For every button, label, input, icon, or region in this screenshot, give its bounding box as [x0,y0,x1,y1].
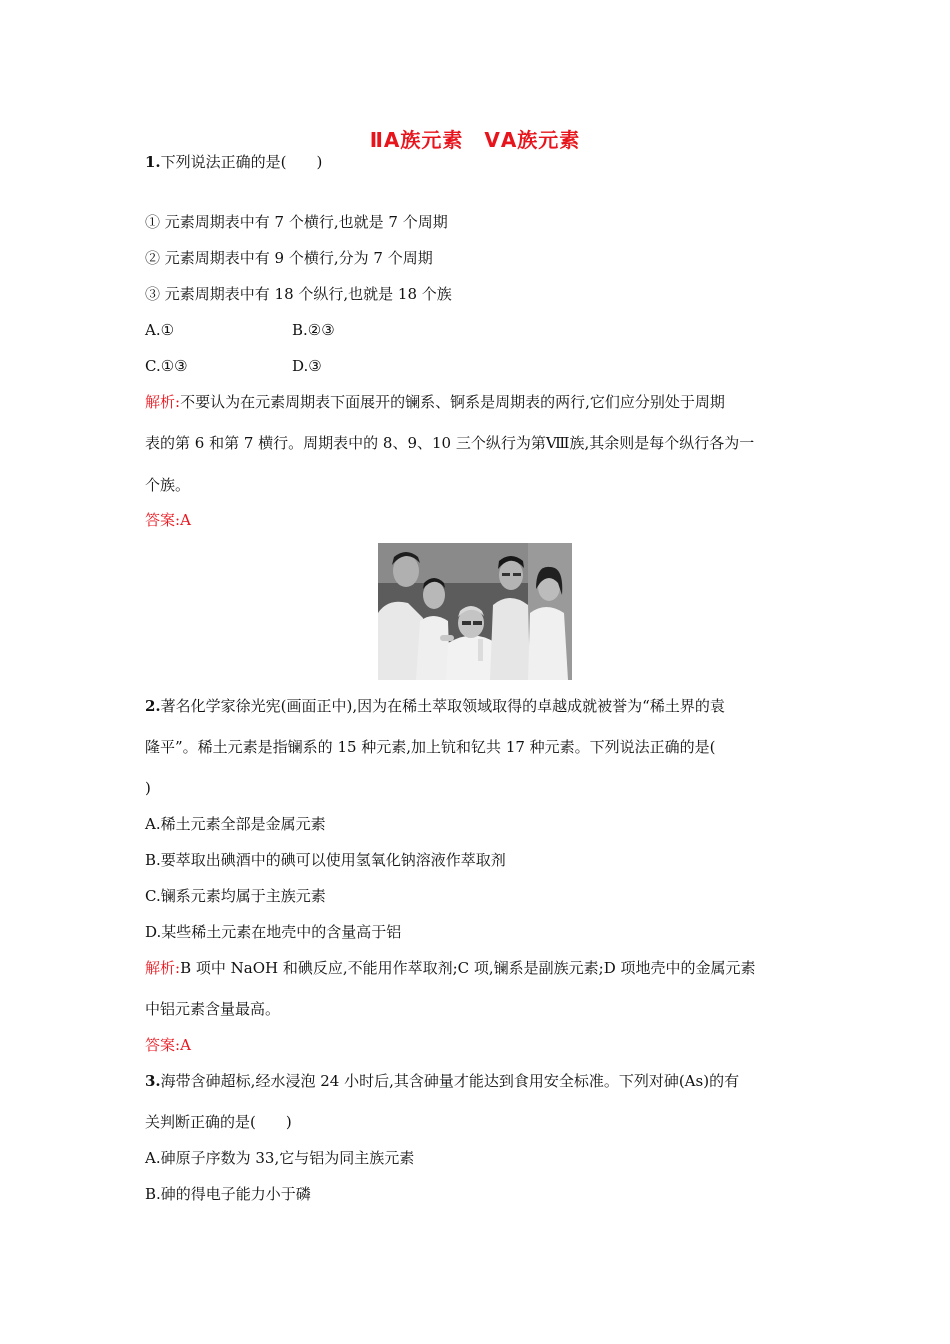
q2-number: 2. [145,697,161,715]
q2-stem-line-1 [145,696,725,716]
q2-answer-value: A [180,1036,191,1054]
q1-analysis-line-3: 个族。 [145,476,191,494]
q2-analysis-line-2: 中铝元素含量最高。 [145,1000,281,1018]
q1-analysis-line-2: 表的第 6 和第 7 横行。周期表中的 8、9、10 三个纵行为第Ⅷ族,其余则是每个纵行各为一 [145,434,755,452]
q2-answer-label: 答案: [145,1036,181,1054]
q1-answer-value: A [180,511,191,529]
q2-stem-line-2: 隆平”。稀土元素是指镧系的 15 种元素,加上钪和钇共 17 种元素。下列说法正确的是( [145,738,716,756]
q2-answer [145,1035,191,1055]
q2-analysis-text-1: B 项中 NaOH 和碘反应,不能用作萃取剂;C 项,镧系是副族元素;D 项地壳中的金属元素 [180,959,756,977]
q3-stem-line-1 [145,1071,739,1091]
q2-analysis-label: 解析: [145,959,181,977]
q1-answer-label: 答案: [145,511,181,529]
q1-option-a: A.① [145,321,175,339]
q3-stem-line-2: 关判断正确的是( ) [145,1113,292,1131]
q1-number: 1. [145,153,161,171]
q2-stem-line-3: ) [145,779,151,797]
page-title: ⅡA族元素 ⅤA族元素 [369,128,581,152]
q2-option-a: A.稀土元素全部是金属元素 [145,815,326,833]
q3-stem-text-1: 海带含砷超标,经水浸泡 24 小时后,其含砷量才能达到食用安全标准。下列对砷(As)的有 [160,1072,740,1090]
q2-stem-text-1: 著名化学家徐光宪(画面正中),因为在稀土萃取领域取得的卓越成就被誉为“稀土界的袁 [160,697,725,715]
q2-analysis-line-1 [145,958,756,978]
q1-analysis-line-1 [145,392,725,412]
q1-option-d: D.③ [292,357,322,375]
q1-option-c: C.①③ [145,357,188,375]
q1-stem-text: 下列说法正确的是( ) [160,153,323,171]
q2-option-d: D.某些稀土元素在地壳中的含量高于铝 [145,923,402,941]
q1-analysis-label: 解析: [145,393,181,411]
q1-analysis-text-1: 不要认为在元素周期表下面展开的镧系、锕系是周期表的两行,它们应分别处于周期 [180,393,725,411]
q3-number: 3. [145,1072,161,1090]
q1-statement-1: ① 元素周期表中有 7 个横行,也就是 7 个周期 [145,213,448,231]
q1-stem [145,152,322,172]
q1-answer [145,510,191,530]
q2-option-b: B.要萃取出碘酒中的碘可以使用氢氧化钠溶液作萃取剂 [145,851,506,869]
q3-option-b: B.砷的得电子能力小于磷 [145,1185,311,1203]
q1-statement-2: ② 元素周期表中有 9 个横行,分为 7 个周期 [145,249,433,267]
lab-photo-illustration [378,543,572,680]
q3-option-a: A.砷原子序数为 33,它与铝为同主族元素 [145,1149,415,1167]
q2-option-c: C.镧系元素均属于主族元素 [145,887,326,905]
q1-statement-3: ③ 元素周期表中有 18 个纵行,也就是 18 个族 [145,285,452,303]
q1-option-b: B.②③ [292,321,335,339]
lab-photo [378,543,572,680]
